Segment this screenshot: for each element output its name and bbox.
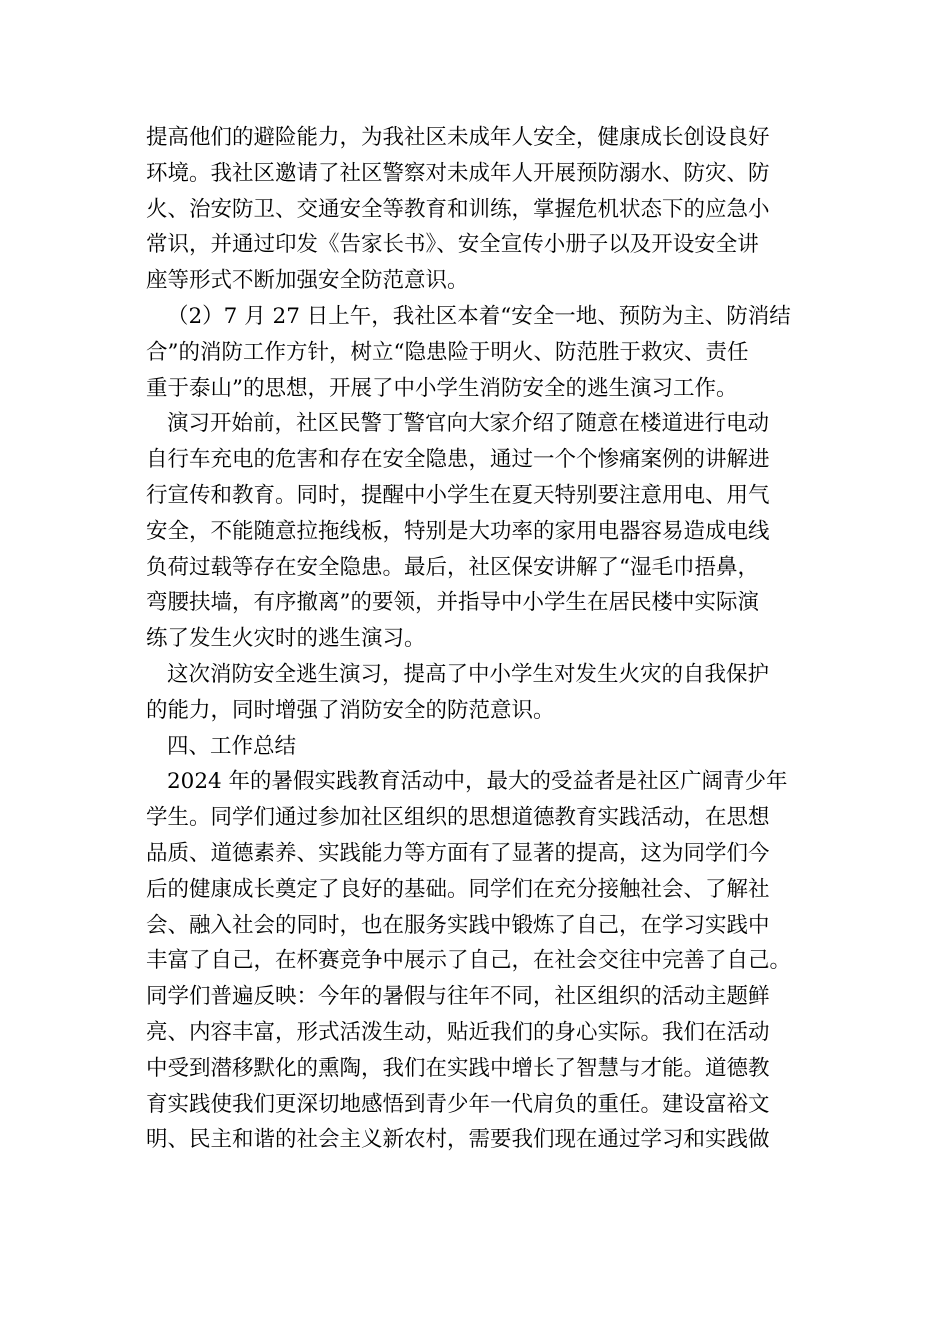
text-line: 学生。同学们通过参加社区组织的思想道德教育实践活动，在思想 [146, 805, 770, 831]
text-line: 同学们普遍反映：今年的暑假与往年不同，社区组织的活动主题鲜 [146, 984, 770, 1010]
text-line: 合”的消防工作方针，树立“隐患险于明火、防范胜于救灾、责任 [146, 339, 749, 365]
text-line: 会、融入社会的同时，也在服务实践中锻炼了自己，在学习实践中 [146, 912, 770, 938]
text-line: 这次消防安全逃生演习，提高了中小学生对发生火灾的自我保护 [167, 661, 770, 687]
document-body [146, 120, 826, 1158]
text-line: 重于泰山”的思想，开展了中小学生消防安全的逃生演习工作。 [146, 375, 738, 401]
text-line: 火、治安防卫、交通安全等教育和训练，掌握危机状态下的应急小 [146, 196, 770, 222]
text-line: 品质、道德素养、实践能力等方面有了显著的提高，这为同学们今 [146, 840, 770, 866]
text-line: 弯腰扶墙，有序撤离”的要领，并指导中小学生在居民楼中实际演 [146, 590, 759, 616]
text-line: 常识，并通过印发《告家长书》、安全宣传小册子以及开设安全讲 [146, 232, 759, 258]
text-line: 负荷过载等存在安全隐患。最后，社区保安讲解了“湿毛巾捂鼻， [146, 554, 759, 580]
text-line: 座等形式不断加强安全防范意识。 [146, 268, 469, 294]
text-line: 2024 年的暑假实践教育活动中，最大的受益者是社区广阔青少年 [167, 769, 788, 795]
text-line: 中受到潜移默化的熏陶，我们在实践中增长了智慧与才能。道德教 [146, 1055, 770, 1081]
text-line: 的能力，同时增强了消防安全的防范意识。 [146, 697, 555, 723]
text-line: 环境。我社区邀请了社区警察对未成年人开展预防溺水、防灾、防 [146, 160, 770, 186]
text-line: 演习开始前，社区民警丁警官向大家介绍了随意在楼道进行电动 [167, 411, 770, 437]
text-line: 丰富了自己，在杯赛竞争中展示了自己，在社会交往中完善了自己。 [146, 948, 792, 974]
text-line: 亮、内容丰富，形式活泼生动，贴近我们的身心实际。我们在活动 [146, 1019, 770, 1045]
text-line: 四、工作总结 [167, 733, 297, 759]
text-line: 练了发生火灾时的逃生演习。 [146, 626, 426, 652]
text-line: 安全，不能随意拉拖线板，特别是大功率的家用电器容易造成电线 [146, 518, 770, 544]
text-line: 提高他们的避险能力，为我社区未成年人安全，健康成长创设良好 [146, 125, 770, 150]
text-line: （2）7 月 27 日上午，我社区本着“安全一地、预防为主、防消结 [167, 303, 791, 329]
text-line: 明、民主和谐的社会主义新农村，需要我们现在通过学习和实践做 [146, 1127, 770, 1153]
text-line: 后的健康成长奠定了良好的基础。同学们在充分接触社会、了解社 [146, 876, 770, 902]
text-line: 自行车充电的危害和存在安全隐患，通过一个个惨痛案例的讲解进 [146, 447, 770, 473]
text-line: 育实践使我们更深切地感悟到青少年一代肩负的重任。建设富裕文 [146, 1091, 770, 1117]
text-line: 行宣传和教育。同时，提醒中小学生在夏天特别要注意用电、用气 [146, 482, 770, 508]
